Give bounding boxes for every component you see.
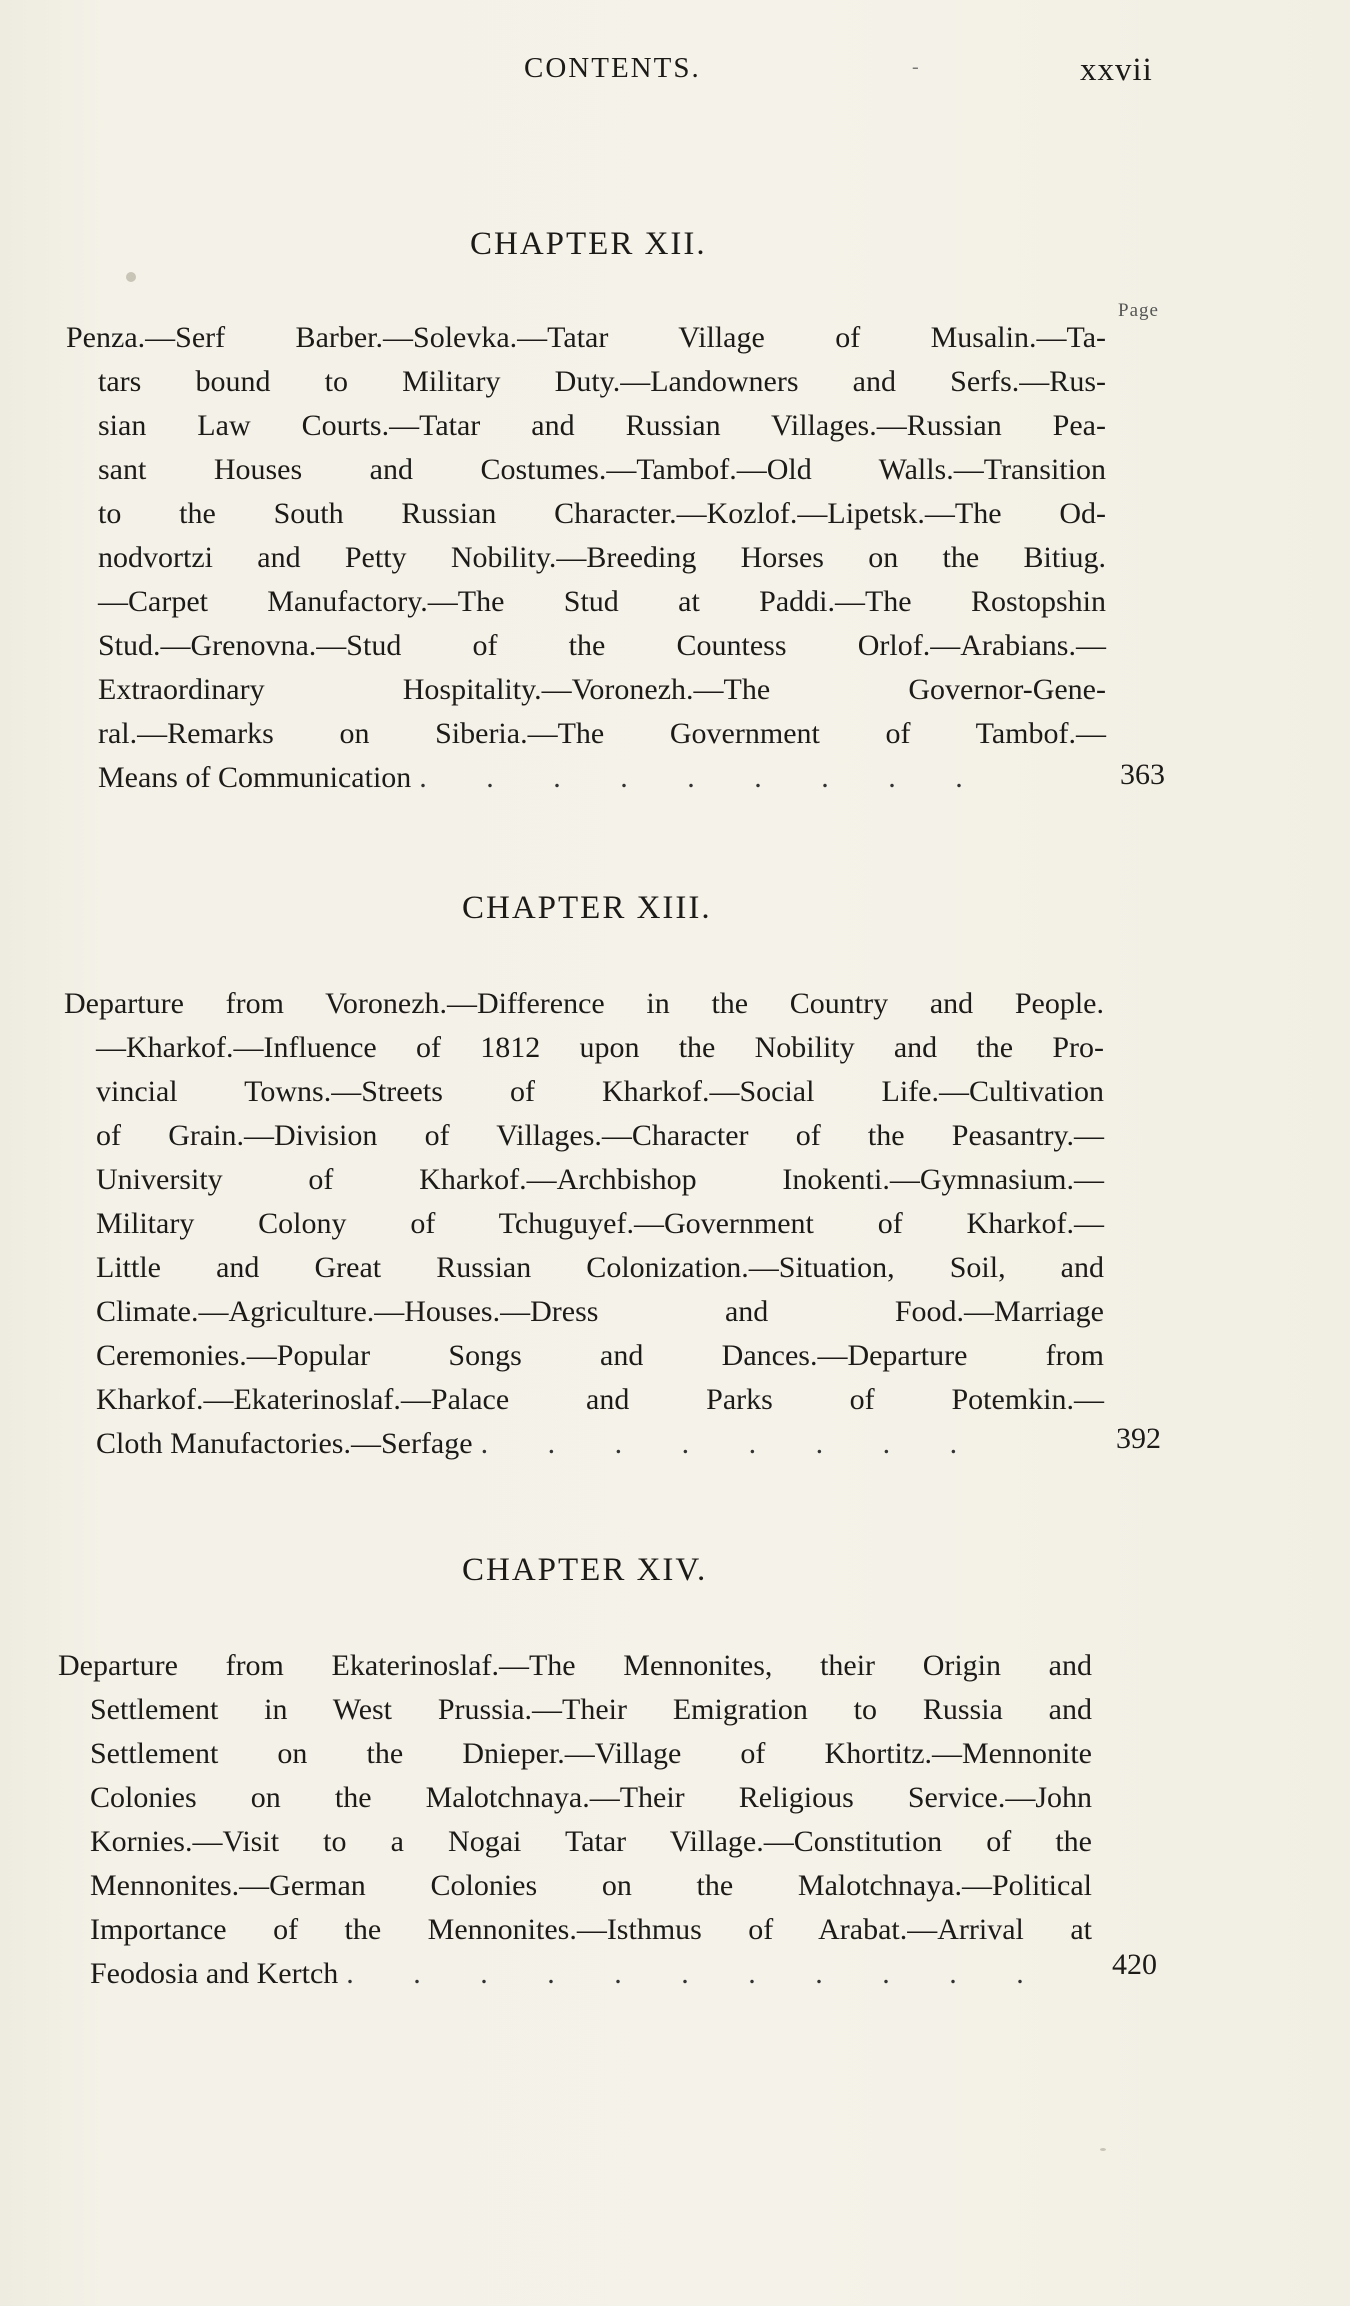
- chapter-summary: [64, 982, 1104, 1466]
- summary-line: Importance of the Mennonites.—Isthmus of Arabat.—Arrival at: [90, 1913, 1092, 1946]
- summary-last-line: [96, 1422, 1104, 1466]
- summary-line: Penza.—Serf Barber.—Solevka.—Tatar Village of Musalin.—Ta-: [66, 321, 1106, 354]
- dot-leader: . . . . . . . . . . .: [346, 1957, 1050, 1990]
- running-head-dash: -: [912, 56, 919, 78]
- summary-line: Military Colony of Tchuguyef.—Government of Kharkof.—: [96, 1207, 1104, 1240]
- summary-last-line: [98, 756, 1106, 800]
- summary-last-line: [90, 1952, 1092, 1996]
- running-head-page-number: xxvii: [1080, 52, 1153, 88]
- running-head-title: CONTENTS.: [524, 52, 701, 84]
- summary-last-text: Feodosia and Kertch: [90, 1957, 339, 1990]
- summary-line: —Kharkof.—Influence of 1812 upon the Nobility and the Pro-: [96, 1031, 1104, 1064]
- summary-line: Extraordinary Hospitality.—Voronezh.—The Governor-Gene-: [98, 673, 1106, 706]
- summary-line: Settlement in West Prussia.—Their Emigration to Russia and: [90, 1693, 1092, 1726]
- summary-last-text: Means of Communication: [98, 761, 412, 794]
- summary-line: Little and Great Russian Colonization.—Situation, Soil, and: [96, 1251, 1104, 1284]
- chapter-summary: [66, 316, 1106, 800]
- summary-line: of Grain.—Division of Villages.—Character of the Peasantry.—: [96, 1119, 1104, 1152]
- summary-line: sian Law Courts.—Tatar and Russian Villages.—Russian Pea-: [98, 409, 1106, 442]
- summary-line: Departure from Ekaterinoslaf.—The Mennonites, their Origin and: [58, 1649, 1092, 1682]
- chapter-page-number: 363: [1120, 758, 1165, 791]
- summary-last-text: Cloth Manufactories.—Serfage: [96, 1427, 473, 1460]
- summary-line: Departure from Voronezh.—Difference in the Country and People.: [64, 987, 1104, 1020]
- summary-line: Colonies on the Malotchnaya.—Their Religious Service.—John: [90, 1781, 1092, 1814]
- summary-line: Climate.—Agriculture.—Houses.—Dress and Food.—Marriage: [96, 1295, 1104, 1328]
- summary-line: Ceremonies.—Popular Songs and Dances.—Departure from: [96, 1339, 1104, 1372]
- chapter-summary: [58, 1644, 1092, 1996]
- dot-leader: . . . . . . . .: [480, 1427, 984, 1460]
- summary-line: Settlement on the Dnieper.—Village of Khortitz.—Mennonite: [90, 1737, 1092, 1770]
- chapter-heading: CHAPTER XIV.: [462, 1552, 708, 1588]
- chapter-page-number: 420: [1112, 1948, 1157, 1981]
- summary-line: nodvortzi and Petty Nobility.—Breeding Horses on the Bitiug.: [98, 541, 1106, 574]
- chapter-heading: CHAPTER XIII.: [462, 890, 712, 926]
- summary-line: University of Kharkof.—Archbishop Inokenti.—Gymnasium.—: [96, 1163, 1104, 1196]
- summary-line: to the South Russian Character.—Kozlof.—Lipetsk.—The Od-: [98, 497, 1106, 530]
- summary-line: Mennonites.—German Colonies on the Malotchnaya.—Political: [90, 1869, 1092, 1902]
- summary-line: Stud.—Grenovna.—Stud of the Countess Orlof.—Arabians.—: [98, 629, 1106, 662]
- summary-line: sant Houses and Costumes.—Tambof.—Old Walls.—Transition: [98, 453, 1106, 486]
- paper-speck: [126, 272, 136, 282]
- summary-line: ral.—Remarks on Siberia.—The Government of Tambof.—: [98, 717, 1106, 750]
- dot-leader: . . . . . . . . .: [419, 761, 989, 794]
- summary-line: tars bound to Military Duty.—Landowners and Serfs.—Rus-: [98, 365, 1106, 398]
- paper-speck: [1100, 2148, 1106, 2151]
- page-column-label: Page: [1118, 300, 1159, 321]
- summary-line: vincial Towns.—Streets of Kharkof.—Social Life.—Cultivation: [96, 1075, 1104, 1108]
- chapter-page-number: 392: [1116, 1422, 1161, 1455]
- summary-line: —Carpet Manufactory.—The Stud at Paddi.—The Rostopshin: [98, 585, 1106, 618]
- summary-line: Kornies.—Visit to a Nogai Tatar Village.—Constitution of the: [90, 1825, 1092, 1858]
- chapter-heading: CHAPTER XII.: [470, 226, 707, 262]
- summary-line: Kharkof.—Ekaterinoslaf.—Palace and Parks of Potemkin.—: [96, 1383, 1104, 1416]
- running-head: [0, 52, 1350, 102]
